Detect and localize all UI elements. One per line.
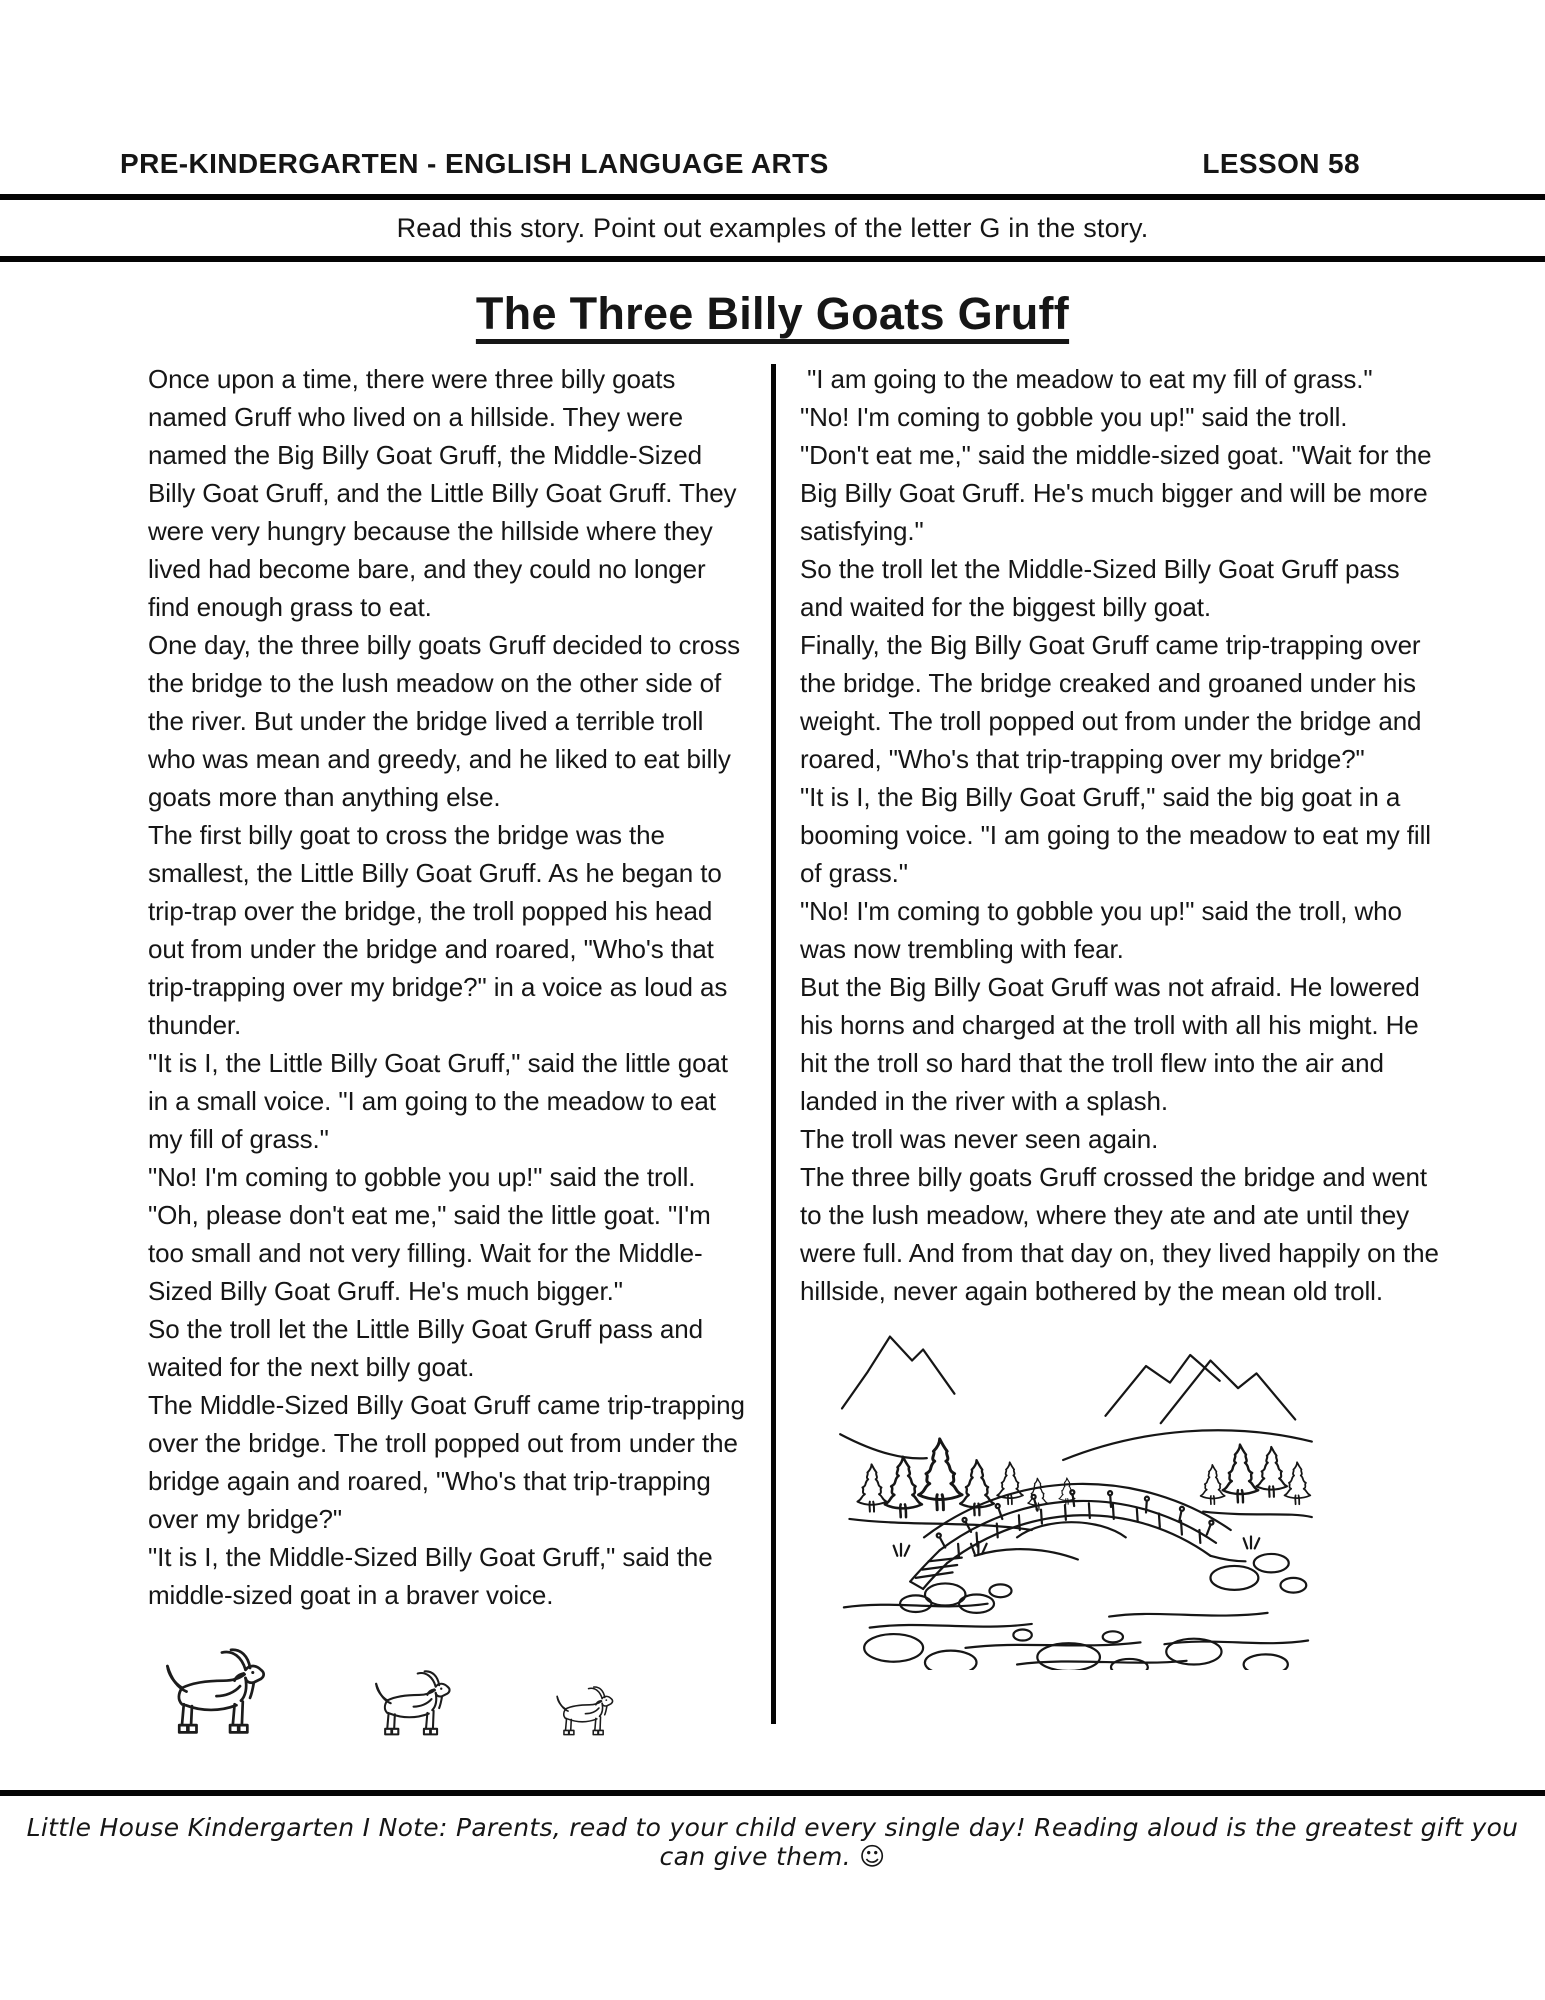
story-title: The Three Billy Goats Gruff [475, 288, 1070, 339]
story-paragraph: "Don't eat me," said the middle-sized goat. "Wait for the Big Billy Goat Gruff. He's much bigger and will be more satisfying." [800, 440, 1439, 546]
story-paragraph: The Middle-Sized Billy Goat Gruff came trip-trapping over the bridge. The troll popped out from under the bridge again and roared, "Who's that trip-trapping over my bridge?" [148, 1390, 753, 1534]
story-paragraph: Once upon a time, there were three billy goats named Gruff who lived on a hillside. They were named the Big Billy Goat Gruff, the Middle-Sized Billy Goat Gruff, and the Little Billy Goat Gruff. They were very hungry because the hillside where they lived had become bare, and they could no longer find enough grass to eat. [148, 364, 744, 622]
story-paragraph: "It is I, the Little Billy Goat Gruff," said the little goat in a small voice. "I am going to the meadow to eat my fill of grass." [148, 1048, 736, 1154]
story-paragraph: Finally, the Big Billy Goat Gruff came trip-trapping over the bridge. The bridge creaked and groaned under his weight. The troll popped out from under the bridge and roared, "Who's that trip-trapping over my bridge?" [800, 630, 1429, 774]
story-paragraph: The first billy goat to cross the bridge was the smallest, the Little Billy Goat Gruff. As he began to trip-trap over the bridge, the troll popped his head out from under the bridge and roared, "Who's that trip-trapping over my bridge?" in a voice as loud as thunder. [148, 820, 735, 1040]
horizontal-rule [0, 256, 1545, 262]
story-paragraph: "It is I, the Middle-Sized Billy Goat Gruff," said the middle-sized goat in a braver voice. [148, 1542, 720, 1610]
story-paragraph: So the troll let the Little Billy Goat Gruff pass and waited for the next billy goat. [148, 1314, 711, 1382]
story-paragraph: "It is I, the Big Billy Goat Gruff," said the big goat in a booming voice. "I am going to the meadow to eat my fill of grass." [800, 782, 1439, 888]
page-footer [0, 1790, 1545, 2000]
story-paragraph: "No! I'm coming to gobble you up!" said the troll. [800, 402, 1348, 432]
story-paragraph: But the Big Billy Goat Gruff was not afraid. He lowered his horns and charged at the troll with all his might. He hit the troll so hard that the troll flew into the air and landed in the river with a splash. [800, 972, 1427, 1116]
story-paragraph: One day, the three billy goats Gruff decided to cross the bridge to the lush meadow on the other side of the river. But under the bridge lived a terrible troll who was mean and greedy, and he liked to eat billy goats more than anything else. [148, 630, 748, 812]
column-divider [771, 364, 776, 1724]
middle-billy-goat-icon [372, 1670, 462, 1739]
bridge-over-river-illustration [826, 1320, 1326, 1670]
story-paragraph: "I am going to the meadow to eat my fill of grass." [800, 364, 1373, 394]
horizontal-rule [0, 1790, 1545, 1796]
header-lesson-label: LESSON 58 [1202, 148, 1360, 179]
story-paragraph: "Oh, please don't eat me," said the little goat. "I'm too small and not very filling. Wait for the Middle-Sized Billy Goat Gruff. He's much bigger." [148, 1200, 718, 1306]
instruction-text: Read this story. Point out examples of the letter G in the story. [396, 213, 1149, 243]
story-paragraph: So the troll let the Middle-Sized Billy Goat Gruff pass and waited for the biggest billy goat. [800, 554, 1407, 622]
story-paragraph: The troll was never seen again. [800, 1124, 1159, 1154]
footer-note: Little House Kindergarten I Note: Parents, read to your child every single day! Reading aloud is the greatest gift you can give them. ☺ [26, 1813, 1519, 1871]
story-paragraph: "No! I'm coming to gobble you up!" said the troll. [148, 1162, 696, 1192]
goats-illustration-row [162, 1648, 748, 1739]
story-paragraph: "No! I'm coming to gobble you up!" said the troll, who was now trembling with fear. [800, 896, 1410, 964]
header-subject-label: PRE-KINDERGARTEN - ENGLISH LANGUAGE ARTS [120, 148, 829, 179]
story-column-left [148, 360, 753, 1739]
big-billy-goat-icon [162, 1648, 280, 1739]
story-paragraph: The three billy goats Gruff crossed the bridge and went to the lush meadow, where they ate and ate until they were full. And from that day on, they lived happily on the hillside, never again bothered by the mean old troll. [800, 1162, 1446, 1306]
story-column-right [800, 360, 1445, 1739]
little-billy-goat-icon [554, 1686, 622, 1738]
story-columns [148, 360, 1545, 1739]
page-header [0, 0, 1545, 180]
